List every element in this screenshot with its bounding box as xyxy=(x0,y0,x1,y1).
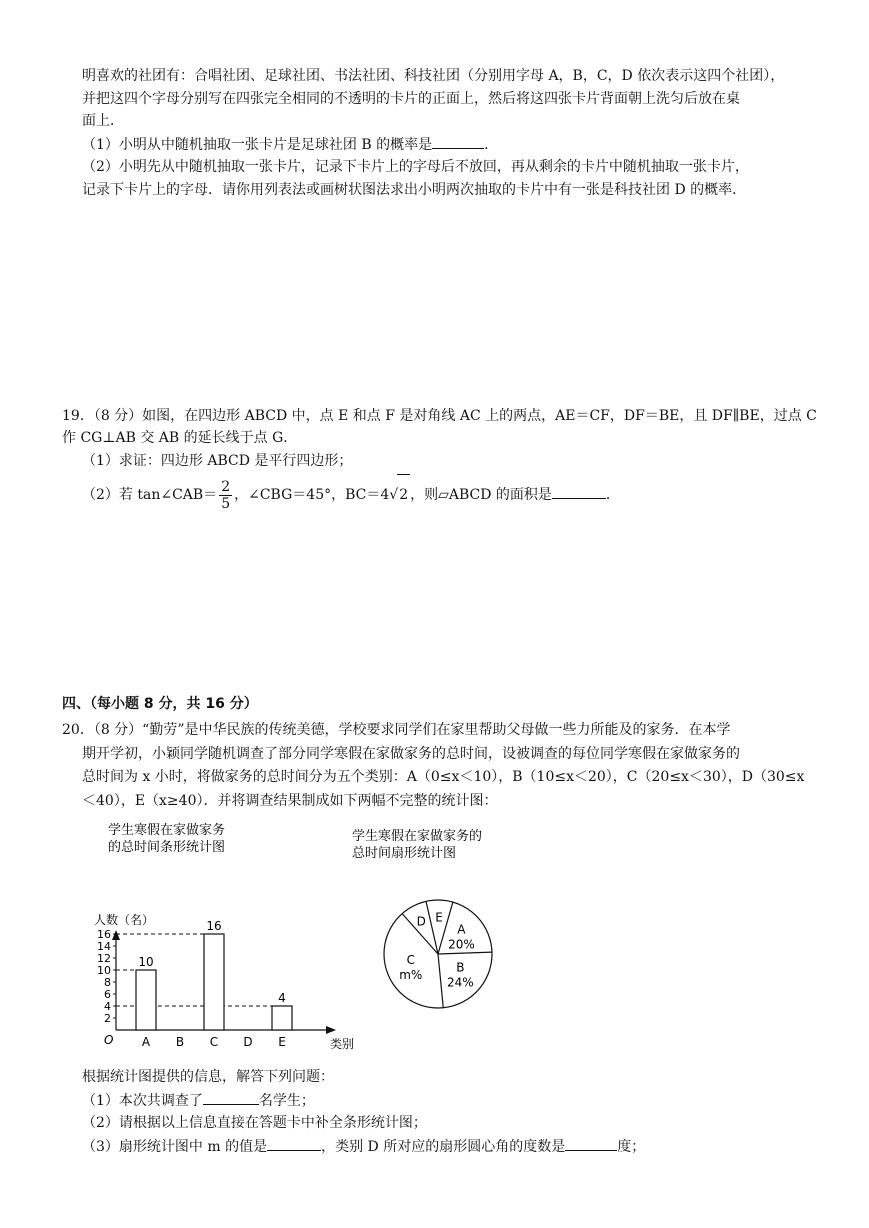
fraction xyxy=(219,479,232,512)
q19-line1: 19．（8 分）如图，在四边形 ABCD 中，点 E 和点 F 是对角线 AC 上的两点，AE＝CF，DF＝BE，且 DF∥BE，过点 C xyxy=(62,408,817,424)
y-tick-label: 6 xyxy=(104,988,111,1001)
pie-slice-value: 24% xyxy=(447,975,474,990)
pie-slice-value: m% xyxy=(399,967,423,982)
q19-part2 xyxy=(82,474,620,515)
category-label: D xyxy=(243,1035,253,1049)
q20-part2: （2）请根据以上信息直接在答题卡中补全条形统计图； xyxy=(82,1115,427,1131)
chart-title-line1: 学生寒假在家做家务的 xyxy=(352,829,483,844)
q20-part3-a: （3）扇形统计图中 m 的值是 xyxy=(82,1139,268,1155)
category-label: C xyxy=(209,1035,219,1049)
pie-slice-label: B xyxy=(456,960,465,975)
y-axis-label: 人数（名） xyxy=(94,913,155,927)
bar-value-label: 16 xyxy=(206,919,222,933)
bar-value-label: 10 xyxy=(138,955,154,969)
origin-label: O xyxy=(104,1033,114,1047)
q18-line3: 面上． xyxy=(82,113,124,129)
pie-slice-value: 20% xyxy=(448,937,475,952)
bar xyxy=(136,970,156,1030)
y-axis-arrow xyxy=(112,930,120,940)
section-heading: 四、（每小题 8 分，共 16 分） xyxy=(62,696,258,712)
y-tick-label: 8 xyxy=(104,976,111,989)
q19-part2-b: ，∠CBG＝45°，BC＝4 xyxy=(234,487,390,503)
bar xyxy=(204,934,224,1030)
y-tick-label: 12 xyxy=(97,952,111,965)
fraction-numerator: 2 xyxy=(221,478,231,495)
q20-after-charts: 根据统计图提供的信息，解答下列问题： xyxy=(82,1069,334,1085)
q19-part2-a: （2）若 tan∠CAB＝ xyxy=(82,487,218,503)
answer-blank[interactable] xyxy=(565,1136,617,1151)
q20-line3: 总时间为 x 小时，将做家务的总时间分为五个类别：A（0≤x＜10），B（10≤x＜20），C（20≤x＜30），D（30≤x xyxy=(82,769,805,785)
q20-part3-b: ，类别 D 所对应的扇形圆心角的度数是 xyxy=(321,1139,566,1155)
q20-part1 xyxy=(82,1090,315,1111)
q20-part3-c: 度； xyxy=(617,1139,646,1155)
y-tick-label: 16 xyxy=(97,928,111,941)
q19-part2-c: ，则▱ABCD 的面积是 xyxy=(410,487,552,503)
pie-slice-label: C xyxy=(406,952,415,967)
fraction-denominator: 5 xyxy=(221,495,231,512)
q20-part3 xyxy=(82,1136,645,1157)
q20-line4: ＜40），E（x≥40）．并将调查结果制成如下两幅不完整的统计图： xyxy=(82,793,498,809)
y-tick-label: 4 xyxy=(104,1000,111,1013)
q18-part2-line1: （2）小明先从中随机抽取一张卡片，记录下卡片上的字母后不放回，再从剩余的卡片中随机抽取一张卡片， xyxy=(82,159,749,175)
category-label: E xyxy=(278,1035,286,1049)
answer-blank[interactable] xyxy=(552,484,606,499)
pie-slice-label: D xyxy=(416,914,426,929)
y-tick-label: 10 xyxy=(97,964,111,977)
pie-slice-label: A xyxy=(457,922,466,937)
sqrt-radicand: 2 xyxy=(397,474,410,515)
chart-title-line2: 总时间扇形统计图 xyxy=(352,846,457,861)
q19-line2: 作 CG⊥AB 交 AB 的延长线于点 G． xyxy=(62,430,298,446)
x-axis-label: 类别 xyxy=(330,1037,355,1051)
answer-blank[interactable] xyxy=(267,1136,321,1151)
q18-part1-text: （1）小明从中随机抽取一张卡片是足球社团 B 的概率是 xyxy=(82,137,433,153)
q20-line2: 期开学初，小颖同学随机调查了部分同学寒假在家做家务的总时间，设被调查的每位同学寒假在家做家务的 xyxy=(82,746,740,762)
q19-part1: （1）求证：四边形 ABCD 是平行四边形； xyxy=(82,453,353,469)
q18-line1: 明喜欢的社团有：合唱社团、足球社团、书法社团、科技社团（分别用字母 A，B，C，D 依次表示这四个社团）， xyxy=(82,68,785,84)
answer-blank[interactable] xyxy=(203,1090,259,1105)
q20-part1-b: 名学生； xyxy=(258,1093,315,1109)
q18-part1-end: ． xyxy=(484,137,499,153)
answer-blank[interactable] xyxy=(432,134,484,149)
chart-title-line1: 学生寒假在家做家务 xyxy=(108,823,226,838)
q18-part1 xyxy=(82,134,498,155)
y-tick-label: 2 xyxy=(104,1012,111,1025)
x-axis-arrow xyxy=(326,1026,336,1034)
bar-chart xyxy=(86,818,355,1058)
category-label: B xyxy=(175,1035,185,1049)
bar-value-label: 4 xyxy=(278,991,286,1005)
y-tick-label: 14 xyxy=(97,940,111,953)
pie-slice-label: E xyxy=(435,910,443,925)
category-label: A xyxy=(141,1035,151,1049)
q20-line1: 20．（8 分）“勤劳”是中华民族的传统美德，学校要求同学们在家里帮助父母做一些力所能及的家务．在本学 xyxy=(62,722,731,738)
q19-part2-end: ． xyxy=(605,487,620,503)
q20-part1-a: （1）本次共调查了 xyxy=(82,1093,203,1109)
bar xyxy=(272,1006,292,1030)
sqrt-symbol: √ xyxy=(389,487,399,503)
chart-title-line2: 的总时间条形统计图 xyxy=(108,840,226,855)
q18-part2-line2: 记录下卡片上的字母．请你用列表法或画树状图法求出小明两次抽取的卡片中有一张是科技社团 D 的概率． xyxy=(82,182,747,198)
q18-line2: 并把这四个字母分别写在四张完全相同的不透明的卡片的正面上，然后将这四张卡片背面朝上洗匀后放在桌 xyxy=(82,91,740,107)
pie-chart xyxy=(340,818,560,1018)
